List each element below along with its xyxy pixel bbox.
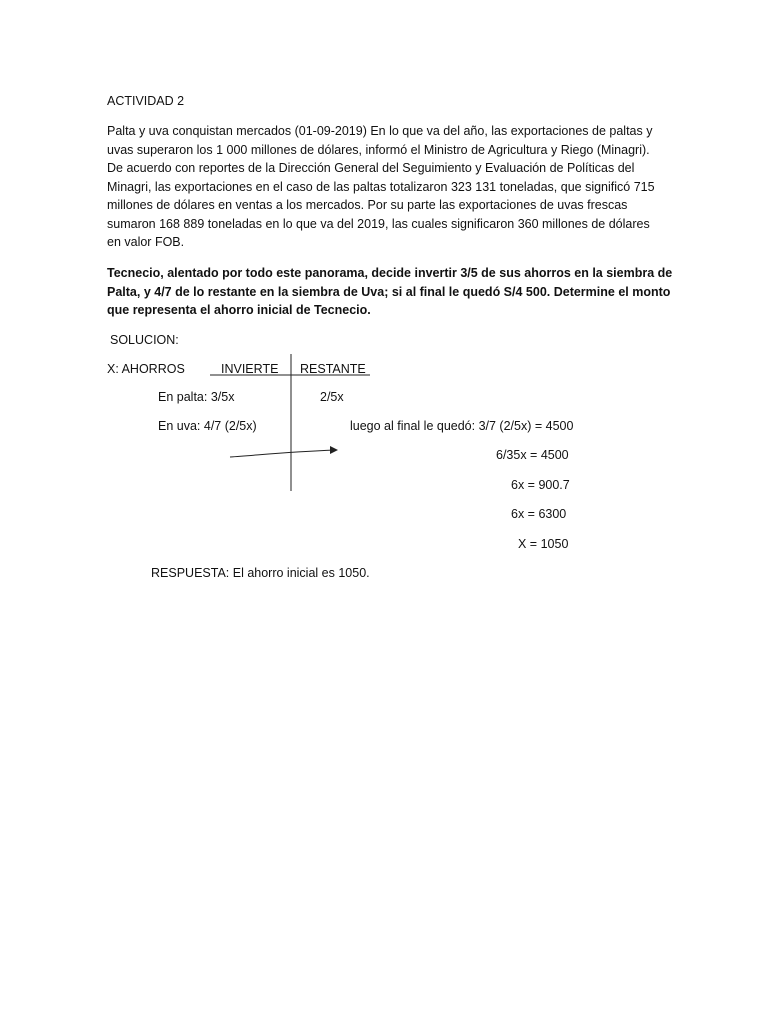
palta-invest: En palta: 3/5x [158, 390, 235, 404]
intro-line: en valor FOB. [107, 235, 185, 249]
step-4: X = 1050 [518, 537, 569, 551]
intro-line: Palta y uva conquistan mercados (01-09-2019) En lo que va del año, las exportaciones de paltas y [107, 124, 653, 138]
intro-line: millones de dólares en ventas a los mercados. Por su parte las exportaciones de uvas frescas [107, 198, 628, 212]
intro-line: uvas superaron los 1 000 millones de dólares, informó el Ministro de Agricultura y Riego (Minagri). [107, 142, 650, 157]
column-restante: RESTANTE [300, 362, 366, 376]
uva-invest: En uva: 4/7 (2/5x) [158, 419, 257, 433]
palta-rest: 2/5x [320, 390, 344, 404]
arrow-line [230, 450, 335, 457]
step-2: 6x = 900.7 [511, 478, 570, 492]
answer: RESPUESTA: El ahorro inicial es 1050. [151, 566, 370, 580]
variable-label: X: AHORROS [107, 362, 185, 376]
heading: ACTIVIDAD 2 [107, 94, 185, 108]
step-1: 6/35x = 4500 [496, 448, 569, 462]
solution-label: SOLUCION: [110, 333, 179, 347]
problem-line: Palta, y 4/7 de lo restante en la siembra de Uva; si al final le quedó S/4 500. Determine el monto [107, 284, 671, 299]
arrow-head-icon [330, 446, 338, 454]
problem-line: Tecnecio, alentado por todo este panorama, decide invertir 3/5 de sus ahorros en la siembra de [107, 266, 673, 280]
final-note: luego al final le quedó: 3/7 (2/5x) = 4500 [350, 419, 574, 433]
problem-line: que representa el ahorro inicial de Tecnecio. [107, 303, 371, 317]
intro-line: De acuerdo con reportes de la Dirección General del Seguimiento y Evaluación de Políticas del [107, 161, 635, 175]
step-3: 6x = 6300 [511, 507, 567, 521]
intro-line: sumaron 168 889 toneladas en lo que va del 2019, las cuales significaron 360 millones de dólares [107, 216, 650, 231]
column-invierte: INVIERTE [221, 362, 279, 376]
intro-line: Minagri, las exportaciones en el caso de las paltas totalizaron 323 131 toneladas, que significó 715 [107, 179, 655, 194]
